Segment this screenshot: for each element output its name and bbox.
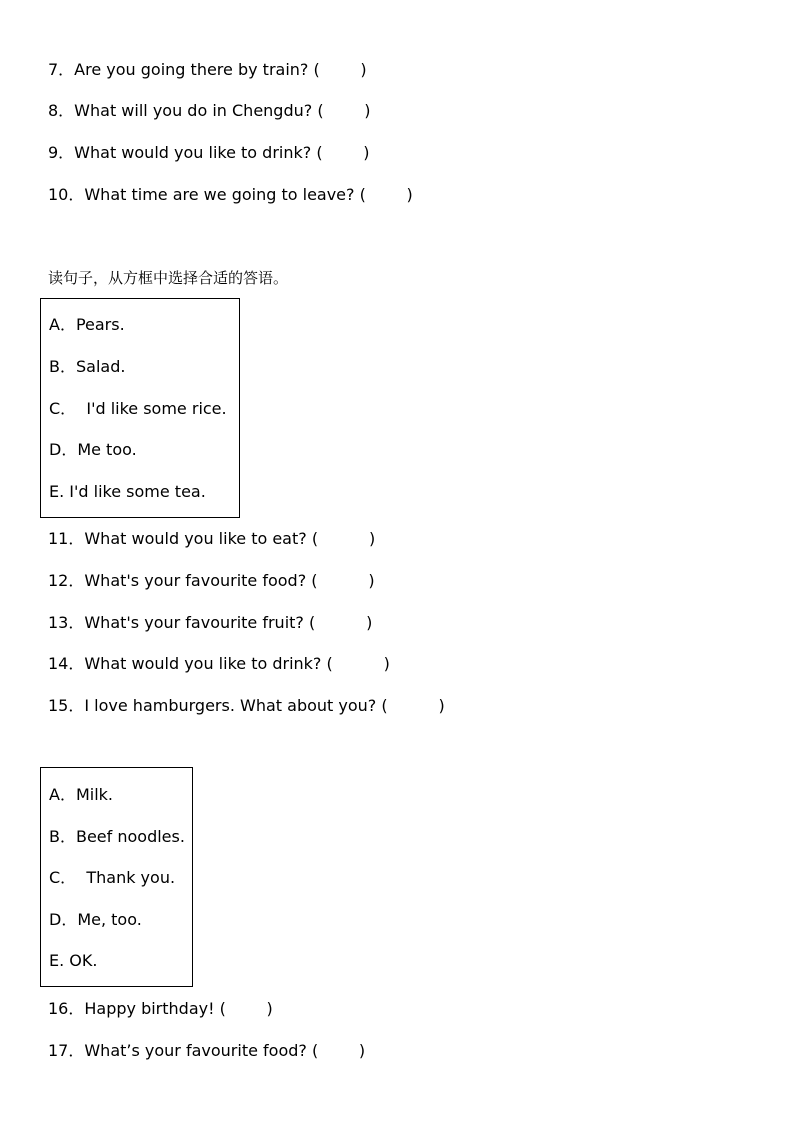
question-16: 16．Happy birthday! ( ) [48,999,273,1018]
box1-option-a: A．Pears. [49,315,125,334]
question-15: 15．I love hamburgers. What about you? ( ) [48,696,445,715]
answer-options-box-2 [40,767,193,987]
box2-option-c: C． Thank you. [49,868,176,887]
question-17: 17．What’s your favourite food? ( ) [48,1041,366,1060]
question-7: 7．Are you going there by train? ( ) [48,60,367,79]
box2-option-e: E. OK. [49,951,98,970]
box1-option-d: D．Me too. [49,440,137,459]
instruction-text: 读句子，从方框中选择合适的答语。 [48,269,289,287]
question-10: 10．What time are we going to leave? ( ) [48,185,413,204]
box2-option-d: D．Me, too. [49,910,142,929]
question-8: 8．What will you do in Chengdu? ( ) [48,101,371,120]
box2-option-b: B．Beef noodles. [49,827,185,846]
box1-option-e: E. I'd like some tea. [49,482,206,501]
question-14: 14．What would you like to drink? ( ) [48,654,390,673]
box1-option-c: C． I'd like some rice. [49,399,227,418]
question-12: 12．What's your favourite food? ( ) [48,571,375,590]
question-13: 13．What's your favourite fruit? ( ) [48,613,373,632]
question-11: 11．What would you like to eat? ( ) [48,529,376,548]
answer-options-box-1 [40,298,240,518]
question-9: 9．What would you like to drink? ( ) [48,143,370,162]
box2-option-a: A．Milk. [49,785,113,804]
box1-option-b: B．Salad. [49,357,126,376]
